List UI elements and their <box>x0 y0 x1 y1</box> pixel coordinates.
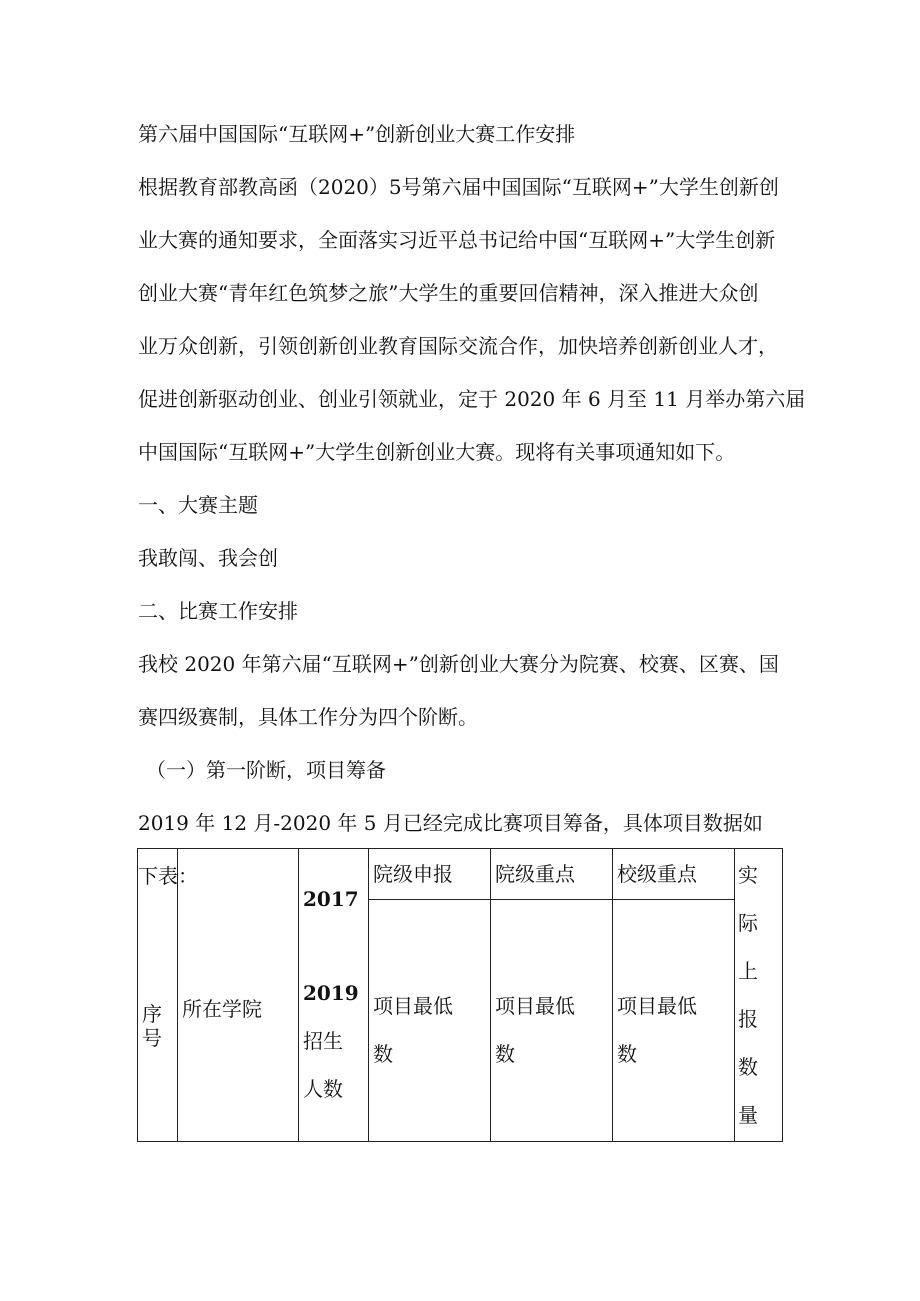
stage1-subheading: （一）第一阶断，项目筹备 <box>146 758 386 782</box>
intro-line: 创业大赛“青年红色筑梦之旅”大学生的重要回信精神，深入推进大众创 <box>138 281 759 305</box>
subheader-text: 项目最低 <box>617 994 697 1018</box>
table-header-row <box>138 849 783 900</box>
header-college-key-label: 院级重点 <box>495 862 575 886</box>
stage1-body-line: 下表： <box>138 864 198 888</box>
subheader-text: 数 <box>495 1042 515 1066</box>
project-data-table <box>137 848 783 1142</box>
header-school-key-label: 校级重点 <box>617 862 697 886</box>
header-actual-char: 上 <box>738 959 758 983</box>
section2-heading: 二、比赛工作安排 <box>138 599 298 623</box>
header-seq <box>138 849 178 1142</box>
intro-line: 中国国际“互联网+”大学生创新创业大赛。现将有关事项通知如下。 <box>138 440 736 464</box>
header-enroll-year2: 2019 <box>303 981 359 1005</box>
header-actual-char: 报 <box>738 1007 758 1031</box>
header-actual-char: 际 <box>738 911 758 935</box>
header-college <box>178 849 299 1142</box>
intro-line: 业大赛的通知要求，全面落实习近平总书记给中国“互联网+”大学生创新 <box>138 228 776 252</box>
header-college-declared <box>369 849 491 900</box>
header-actual <box>735 849 783 1142</box>
intro-line: 促进创新驱动创业、创业引领就业，定于 2020 年 6 月至 11 月举办第六届 <box>138 387 806 411</box>
subheader-text: 项目最低 <box>495 994 575 1018</box>
section2-body-line: 我校 2020 年第六届“互联网+”创新创业大赛分为院赛、校赛、区赛、国 <box>138 652 779 676</box>
intro-line: 根据教育部教高函（2020）5号第六届中国国际“互联网+”大学生创新创 <box>138 175 779 199</box>
header-college-label: 所在学院 <box>182 997 262 1021</box>
section1-body: 我敢闯、我会创 <box>138 546 278 570</box>
subheader-college-key <box>491 900 613 1142</box>
header-college-declared-label: 院级申报 <box>373 862 453 886</box>
header-seq-char: 序 <box>142 1002 162 1026</box>
intro-line: 业万众创新，引领创新创业教育国际交流合作，加快培养创新创业人才， <box>138 334 778 358</box>
header-college-key <box>491 849 613 900</box>
header-school-key <box>613 849 735 900</box>
header-enroll-label: 招生 <box>303 1029 343 1053</box>
subheader-text: 项目最低 <box>373 994 453 1018</box>
subheader-school-key <box>613 900 735 1142</box>
section2-body-line: 赛四级赛制，具体工作分为四个阶断。 <box>138 705 478 729</box>
subheader-text: 数 <box>373 1042 393 1066</box>
document-title: 第六届中国国际“互联网+”创新创业大赛工作安排 <box>138 122 576 146</box>
header-enrollment <box>299 849 369 1142</box>
section1-heading: 一、大赛主题 <box>138 493 258 517</box>
subheader-text: 数 <box>617 1042 637 1066</box>
header-actual-char: 量 <box>738 1103 758 1127</box>
header-actual-char: 实 <box>738 863 758 887</box>
stage1-body-line: 2019 年 12 月-2020 年 5 月已经完成比赛项目筹备，具体项目数据如 <box>138 811 763 835</box>
header-enroll-year1: 2017 <box>303 887 359 911</box>
header-seq-char: 号 <box>142 1026 162 1050</box>
subheader-college-declared <box>369 900 491 1142</box>
header-enroll-label: 人数 <box>303 1077 343 1101</box>
header-actual-char: 数 <box>738 1055 758 1079</box>
